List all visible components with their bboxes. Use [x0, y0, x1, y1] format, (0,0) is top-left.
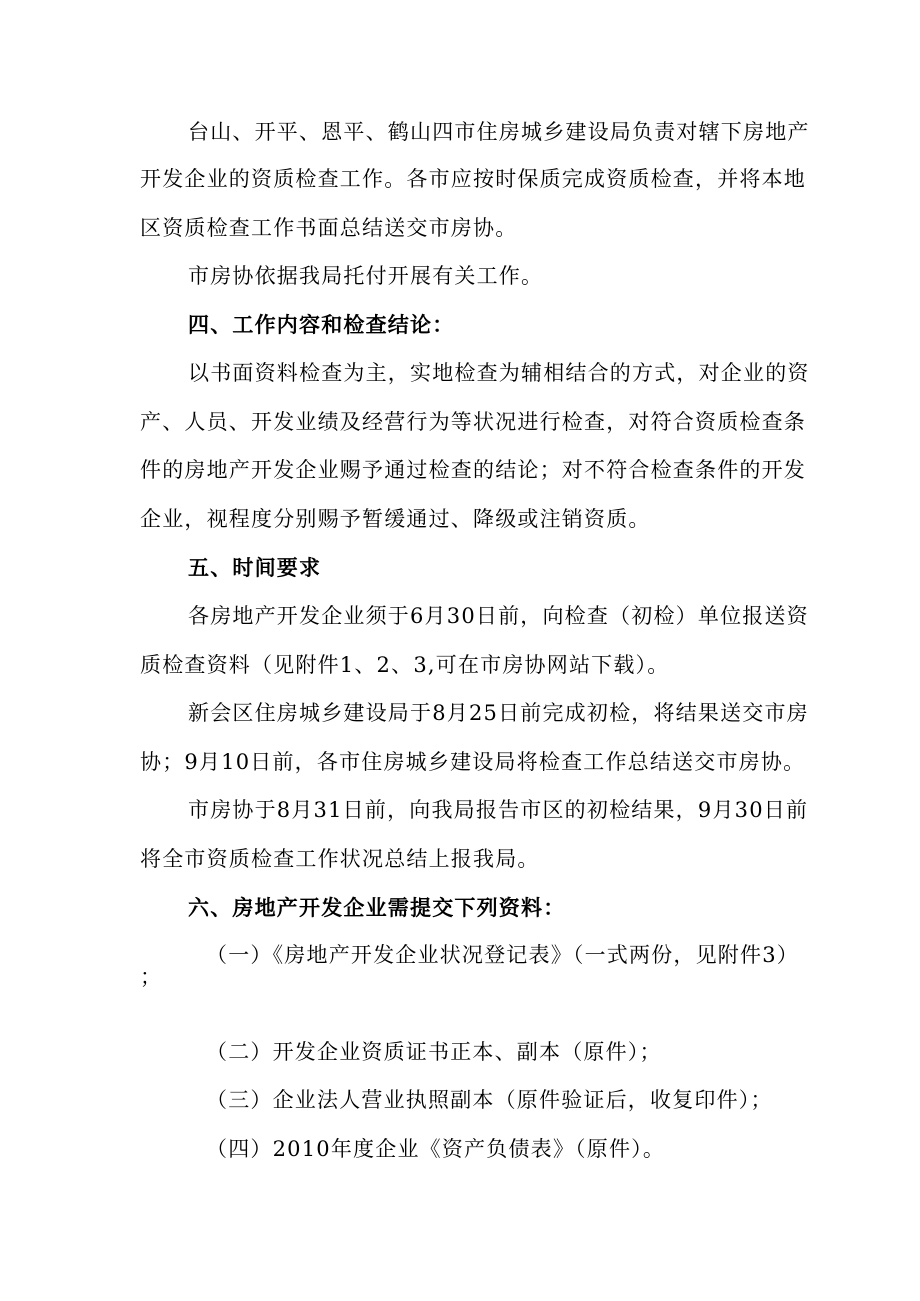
list-item: （一）《房地产开发企业状况登记表》（一式两份，见附件3） [206, 943, 799, 967]
paragraph-line: 区资质检查工作书面总结送交市房协。 [140, 216, 518, 240]
paragraph-line: 台山、开平、恩平、鹤山四市住房城乡建设局负责对辖下房地产 [188, 120, 810, 144]
section-heading-4: 四、工作内容和检查结论： [188, 313, 455, 337]
paragraph-line: 开发企业的资质检查工作。各市应按时保质完成资质检查，并将本地 [140, 167, 806, 191]
paragraph-line: 市房协依据我局托付开展有关工作。 [188, 264, 544, 288]
paragraph-line: 企业，视程度分别赐予暂缓通过、降级或注销资质。 [140, 507, 651, 531]
list-item: （二）开发企业资质证书正本、副本（原件）； [206, 1040, 662, 1064]
section-heading-6: 六、房地产开发企业需提交下列资料： [188, 896, 566, 920]
section-heading-5: 五、时间要求 [188, 556, 322, 580]
list-item: （三）企业法人营业执照副本（原件验证后，收复印件）； [206, 1088, 773, 1112]
paragraph-line: 各房地产开发企业须于6月30日前，向检查（初检）单位报送资 [188, 604, 809, 628]
paragraph-line: 市房协于8月31日前，向我局报告市区的初检结果，9月30日前 [188, 798, 809, 822]
paragraph-line: 将全市资质检查工作状况总结上报我局。 [140, 847, 540, 871]
paragraph-line: 新会区住房城乡建设局于8月25日前完成初检，将结果送交市房 [188, 701, 809, 725]
paragraph-line: 质检查资料（见附件1、2、3,可在市房协网站下载）。 [140, 653, 670, 677]
paragraph-line: 协；9月10日前，各市住房城乡建设局将检查工作总结送交市房协。 [140, 750, 806, 774]
list-item-continuation: ； [140, 965, 163, 989]
paragraph-line: 以书面资料检查为主，实地检查为辅相结合的方式，对企业的资 [188, 361, 810, 385]
paragraph-line: 产、人员、开发业绩及经营行为等状况进行检查，对符合资质检查条 [140, 410, 806, 434]
paragraph-line: 件的房地产开发企业赐予通过检查的结论；对不符合检查条件的开发 [140, 458, 806, 482]
list-item: （四）2010年度企业《资产负债表》（原件）。 [206, 1137, 666, 1161]
